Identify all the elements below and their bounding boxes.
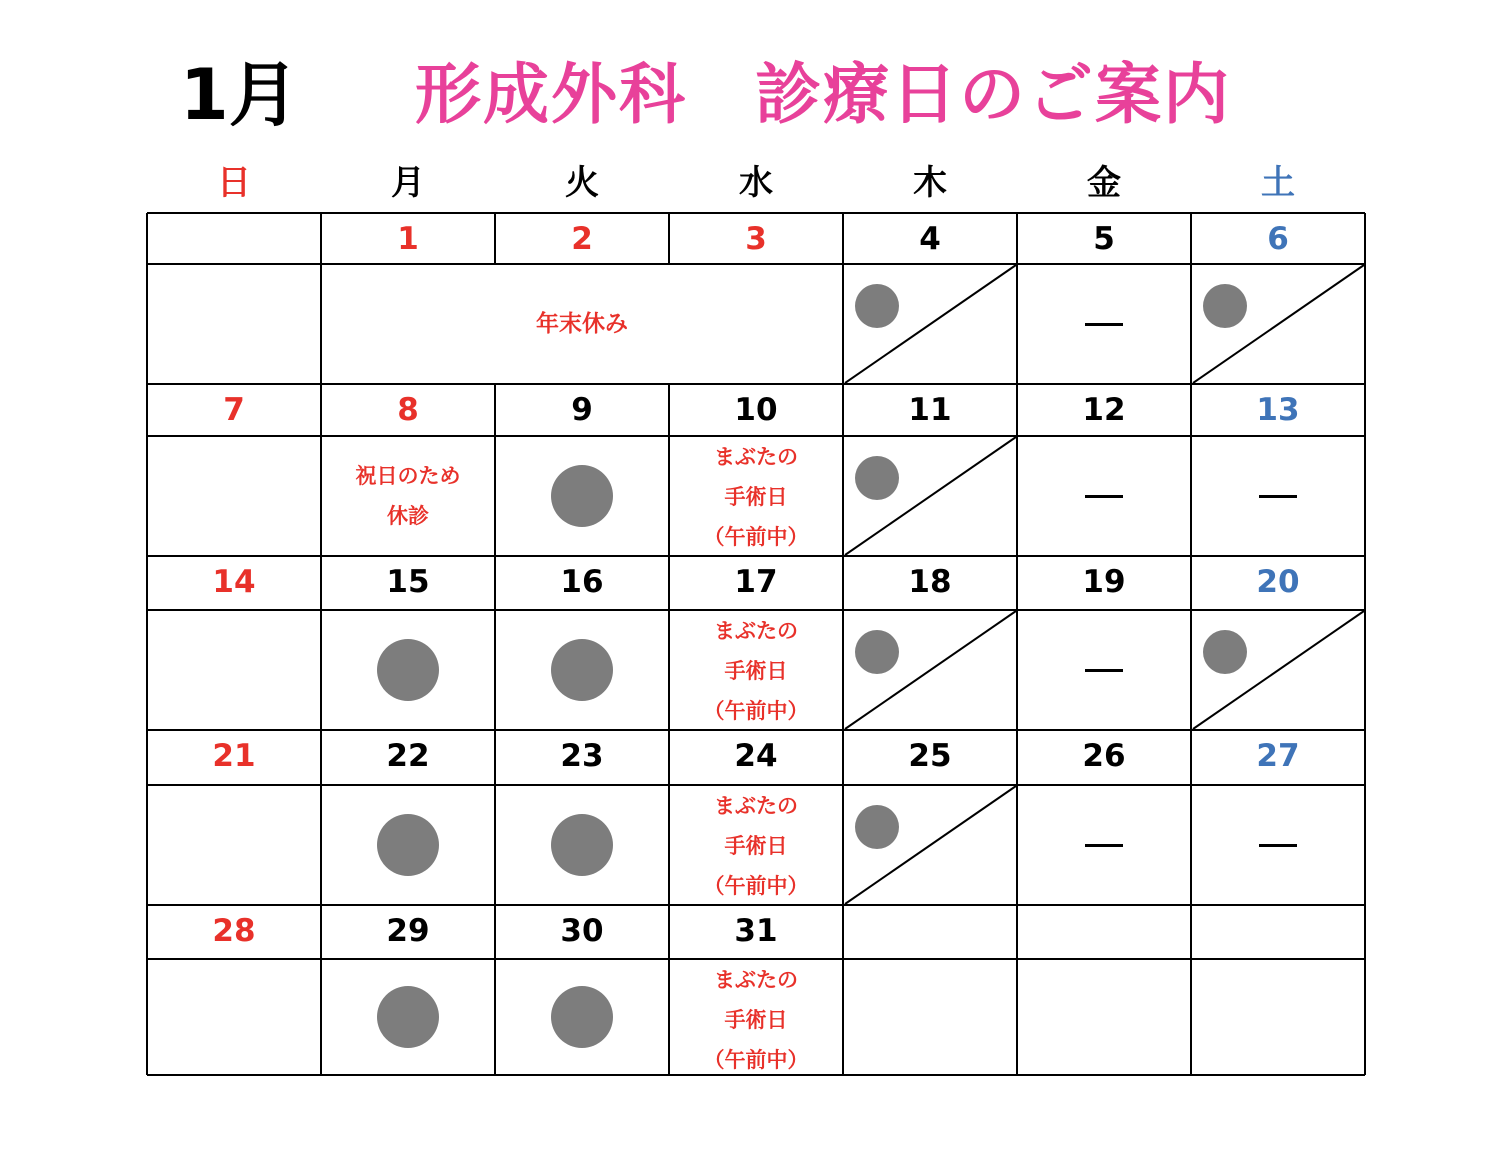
day-number: 30 <box>560 913 604 949</box>
day-number: 5 <box>1093 221 1115 257</box>
weekday-6: 土 <box>1261 163 1295 203</box>
day-number: 28 <box>212 913 256 949</box>
full-day-dot <box>551 986 613 1048</box>
surgery-note-line: まぶたの <box>714 968 798 992</box>
day-number: 2 <box>571 221 593 257</box>
day-number: 14 <box>212 564 256 600</box>
day-number: 23 <box>560 738 604 774</box>
surgery-note-line: （午前中） <box>703 699 809 723</box>
day-number: 24 <box>734 738 778 774</box>
full-day-dot <box>377 639 439 701</box>
weekday-2: 火 <box>565 163 599 203</box>
day-number: 26 <box>1082 738 1126 774</box>
day-number: 8 <box>397 392 419 428</box>
surgery-note-line: まぶたの <box>714 619 798 643</box>
weekday-4: 木 <box>913 163 947 203</box>
day-number: 18 <box>908 564 952 600</box>
morning-dot <box>855 630 899 674</box>
closed-dash <box>1085 669 1123 672</box>
morning-dot <box>1203 630 1247 674</box>
weekday-0: 日 <box>217 163 251 203</box>
surgery-note-line: （午前中） <box>703 525 809 549</box>
day-number: 11 <box>908 392 952 428</box>
day-number: 31 <box>734 913 778 949</box>
full-day-dot <box>551 465 613 527</box>
morning-dot <box>1203 284 1247 328</box>
day-number: 29 <box>386 913 430 949</box>
morning-dot <box>855 456 899 500</box>
day-number: 22 <box>386 738 430 774</box>
surgery-note-line: まぶたの <box>714 445 798 469</box>
holiday-closed-note: 祝日のため <box>355 464 461 488</box>
day-number: 15 <box>386 564 430 600</box>
day-number: 3 <box>745 221 767 257</box>
day-number: 9 <box>571 392 593 428</box>
weekday-5: 金 <box>1087 163 1121 203</box>
surgery-note-line: まぶたの <box>714 794 798 818</box>
closed-dash <box>1085 844 1123 847</box>
full-day-dot <box>551 639 613 701</box>
day-number: 4 <box>919 221 941 257</box>
surgery-note-line: 手術日 <box>724 659 788 683</box>
closed-dash <box>1259 495 1297 498</box>
surgery-note-line: （午前中） <box>703 874 809 898</box>
weekday-3: 水 <box>739 163 773 203</box>
day-number: 17 <box>734 564 778 600</box>
day-number: 7 <box>223 392 245 428</box>
morning-dot <box>855 284 899 328</box>
month-label: 1月 <box>180 54 299 136</box>
closed-dash <box>1085 323 1123 326</box>
day-number: 20 <box>1256 564 1300 600</box>
day-number: 12 <box>1082 392 1126 428</box>
day-number: 19 <box>1082 564 1126 600</box>
holiday-closed-note: 休診 <box>387 504 429 528</box>
year-end-holiday-label: 年末休み <box>536 311 628 337</box>
surgery-note-line: 手術日 <box>724 1008 788 1032</box>
closed-dash <box>1085 495 1123 498</box>
day-number: 21 <box>212 738 256 774</box>
surgery-note-line: 手術日 <box>724 834 788 858</box>
day-number: 16 <box>560 564 604 600</box>
day-number: 10 <box>734 392 778 428</box>
day-number: 6 <box>1267 221 1289 257</box>
full-day-dot <box>551 814 613 876</box>
full-day-dot <box>377 814 439 876</box>
surgery-note-line: 手術日 <box>724 485 788 509</box>
day-number: 25 <box>908 738 952 774</box>
day-number: 13 <box>1256 392 1300 428</box>
day-number: 1 <box>397 221 419 257</box>
day-number: 27 <box>1256 738 1300 774</box>
surgery-note-line: （午前中） <box>703 1048 809 1072</box>
full-day-dot <box>377 986 439 1048</box>
weekday-1: 月 <box>391 163 425 203</box>
page-title: 形成外科 診療日のご案内 <box>415 56 1231 133</box>
morning-dot <box>855 805 899 849</box>
closed-dash <box>1259 844 1297 847</box>
